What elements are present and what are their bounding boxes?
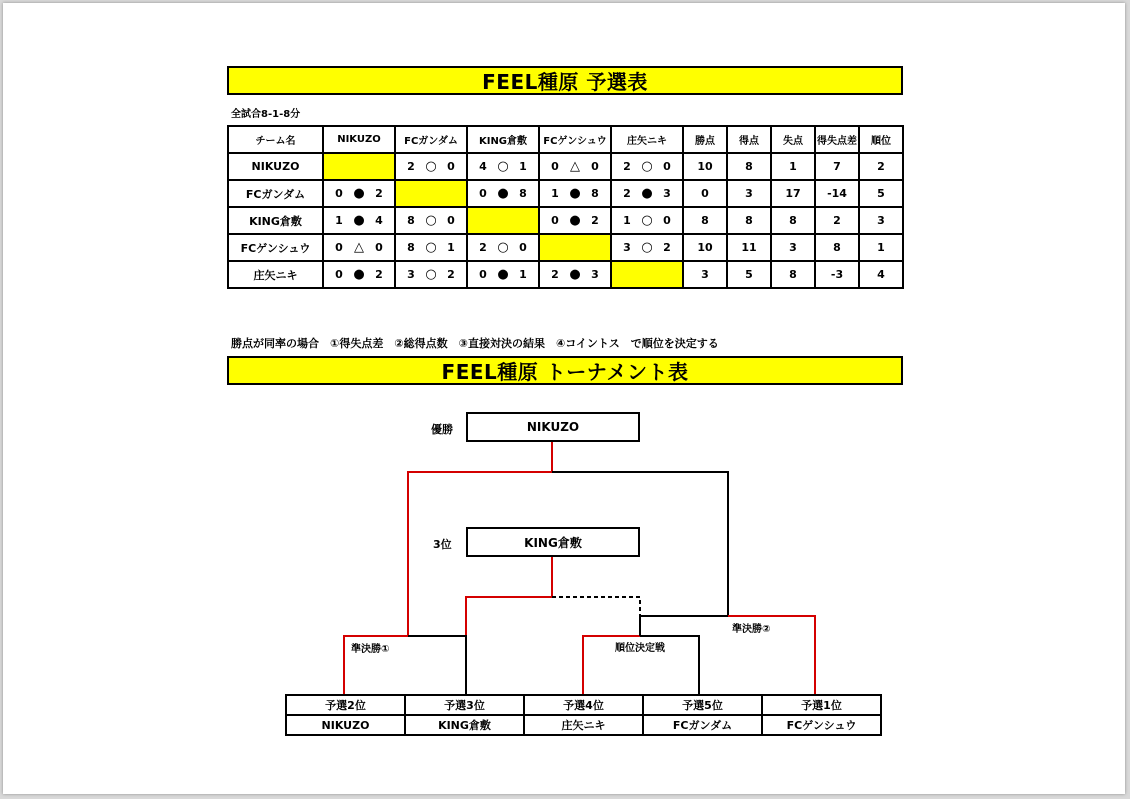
format-note: 全試合8-1-8分 [231, 109, 301, 120]
team-name-cell: 庄矢ニキ [228, 261, 323, 288]
third-place-box: KING倉敷 [466, 527, 640, 557]
goal-count: 2 [623, 160, 631, 173]
seed-cell: 予選2位 [286, 695, 405, 715]
seed-team-cell: NIKUZO [286, 715, 405, 735]
semi1-label: 準決勝① [349, 640, 391, 655]
goal-count: 0 [663, 160, 671, 173]
goal-count: 8 [407, 241, 415, 254]
league-header-cell: FCゲンシュウ [539, 126, 611, 153]
scored-cell: 3 [727, 180, 771, 207]
goal-count: 0 [519, 241, 527, 254]
seed-cell: 予選4位 [524, 695, 643, 715]
team-name-cell: FCガンダム [228, 180, 323, 207]
scored-cell: 8 [727, 153, 771, 180]
goal-count: 1 [519, 268, 527, 281]
tournament-title-banner: FEEL種原 トーナメント表 [227, 356, 903, 385]
points-cell: 10 [683, 234, 727, 261]
goal-count: 2 [375, 187, 383, 200]
conceded-cell: 17 [771, 180, 815, 207]
goal-count: 1 [447, 241, 455, 254]
semi2-label: 準決勝② [730, 620, 772, 635]
seed-table [285, 694, 882, 736]
goal-count: 1 [551, 187, 559, 200]
result-mark: △ [570, 159, 580, 174]
league-header-cell: 失点 [771, 126, 815, 153]
third-winner-line [466, 555, 552, 636]
points-cell: 10 [683, 153, 727, 180]
goal-count: 3 [591, 268, 599, 281]
goal-count: 8 [407, 214, 415, 227]
goal-count: 2 [623, 187, 631, 200]
result-mark: ● [353, 186, 365, 201]
result-mark: ● [569, 186, 581, 201]
goal-count: 0 [375, 241, 383, 254]
result-mark: ○ [497, 240, 509, 255]
champion-label: 優勝 [431, 423, 453, 436]
goal-count: 8 [591, 187, 599, 200]
league-header-cell: KING倉敷 [467, 126, 539, 153]
goal-count: 2 [663, 241, 671, 254]
third-place-lines [466, 555, 640, 636]
goal-count: 3 [623, 241, 631, 254]
seed-team-cell: KING倉敷 [405, 715, 524, 735]
result-mark: ● [569, 213, 581, 228]
goal-count: 2 [447, 268, 455, 281]
result-mark: △ [354, 240, 364, 255]
goal-count: 4 [479, 160, 487, 173]
goal-count: 0 [591, 160, 599, 173]
conceded-cell: 8 [771, 261, 815, 288]
result-mark: ● [569, 267, 581, 282]
result-mark: ● [641, 186, 653, 201]
rank-cell: 3 [859, 207, 903, 234]
diff-cell: 8 [815, 234, 859, 261]
diff-cell: 7 [815, 153, 859, 180]
result-mark: ● [353, 267, 365, 282]
result-mark: ○ [497, 159, 509, 174]
conceded-cell: 3 [771, 234, 815, 261]
scored-cell: 5 [727, 261, 771, 288]
league-header-cell: チーム名 [228, 126, 323, 153]
league-header-cell: 庄矢ニキ [611, 126, 683, 153]
seed-team-cell: FCゲンシュウ [762, 715, 881, 735]
result-mark: ○ [425, 240, 437, 255]
goal-count: 0 [479, 187, 487, 200]
rank-cell: 4 [859, 261, 903, 288]
goal-count: 0 [551, 214, 559, 227]
result-mark: ● [353, 213, 365, 228]
league-header-cell: 勝点 [683, 126, 727, 153]
goal-count: 0 [479, 268, 487, 281]
goal-count: 0 [447, 214, 455, 227]
result-mark: ○ [641, 159, 653, 174]
result-mark: ○ [425, 159, 437, 174]
team-name-cell: KING倉敷 [228, 207, 323, 234]
diff-cell: -3 [815, 261, 859, 288]
conceded-cell: 1 [771, 153, 815, 180]
result-mark: ○ [641, 240, 653, 255]
diff-cell: -14 [815, 180, 859, 207]
result-mark: ○ [425, 267, 437, 282]
goal-count: 2 [551, 268, 559, 281]
rank-cell: 1 [859, 234, 903, 261]
goal-count: 0 [335, 241, 343, 254]
rank-cell: 2 [859, 153, 903, 180]
result-mark: ○ [641, 213, 653, 228]
goal-count: 2 [375, 268, 383, 281]
seed-team-row [286, 715, 881, 735]
third-dashed-line [552, 597, 640, 616]
tournament-bracket-lines [3, 3, 1125, 794]
goal-count: 1 [623, 214, 631, 227]
seed-row [286, 695, 881, 715]
points-cell: 3 [683, 261, 727, 288]
points-cell: 0 [683, 180, 727, 207]
tiebreak-note: 勝点が同率の場合 ①得失点差 ②総得点数 ③直接対決の結果 ④コイントス で順位を決定する [231, 337, 719, 350]
goal-count: 0 [663, 214, 671, 227]
goal-count: 2 [591, 214, 599, 227]
goal-count: 0 [551, 160, 559, 173]
seed-cell: 予選3位 [405, 695, 524, 715]
seed-cell: 予選1位 [762, 695, 881, 715]
result-mark: ○ [425, 213, 437, 228]
goal-count: 2 [479, 241, 487, 254]
league-header-cell: 得点 [727, 126, 771, 153]
semi2-lines [640, 616, 815, 694]
goal-count: 3 [663, 187, 671, 200]
goal-count: 2 [407, 160, 415, 173]
playoff-lines [583, 616, 699, 694]
team-name-cell: FCゲンシュウ [228, 234, 323, 261]
goal-count: 0 [335, 187, 343, 200]
goal-count: 0 [447, 160, 455, 173]
league-header-cell: 順位 [859, 126, 903, 153]
seed-team-cell: FCガンダム [643, 715, 762, 735]
scored-cell: 8 [727, 207, 771, 234]
league-header-cell: NIKUZO [323, 126, 395, 153]
seed-team-cell: 庄矢ニキ [524, 715, 643, 735]
goal-count: 4 [375, 214, 383, 227]
team-name-cell: NIKUZO [228, 153, 323, 180]
league-header-cell: 得失点差 [815, 126, 859, 153]
champion-box: NIKUZO [466, 412, 640, 442]
scored-cell: 11 [727, 234, 771, 261]
playoff-label: 順位決定戦 [613, 639, 667, 654]
semi1-loser-line [408, 636, 466, 694]
third-place-label: 3位 [433, 538, 452, 551]
result-mark: ● [497, 186, 509, 201]
diff-cell: 2 [815, 207, 859, 234]
league-title-banner: FEEL種原 予選表 [227, 66, 903, 95]
seed-cell: 予選5位 [643, 695, 762, 715]
goal-count: 8 [519, 187, 527, 200]
goal-count: 1 [519, 160, 527, 173]
conceded-cell: 8 [771, 207, 815, 234]
points-cell: 8 [683, 207, 727, 234]
rank-cell: 5 [859, 180, 903, 207]
goal-count: 3 [407, 268, 415, 281]
goal-count: 1 [335, 214, 343, 227]
league-header-cell: FCガンダム [395, 126, 467, 153]
goal-count: 0 [335, 268, 343, 281]
document-page [3, 3, 1125, 794]
result-mark: ● [497, 267, 509, 282]
